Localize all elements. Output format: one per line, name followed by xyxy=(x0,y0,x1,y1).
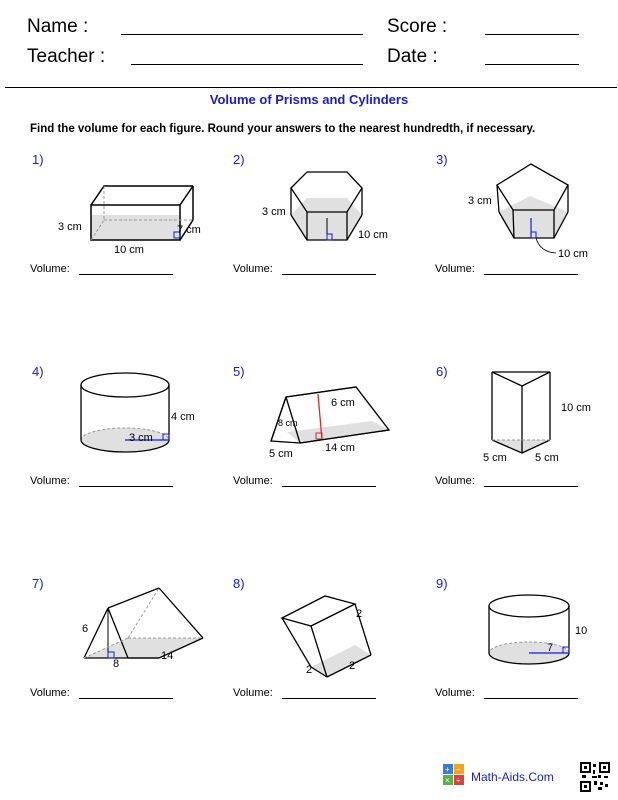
dimension-label: 3 cm xyxy=(262,206,286,218)
problem-number: 8) xyxy=(233,576,245,591)
dimension-label: 2 xyxy=(306,664,313,676)
volume-label: Volume: xyxy=(30,263,70,275)
dimension-label: 10 cm xyxy=(358,229,388,241)
dimension-label: 8 cm xyxy=(278,418,298,428)
dimension-label: 5 cm xyxy=(269,448,293,460)
dimension-label: 10 cm xyxy=(114,244,144,256)
dimension-label: 3 cm xyxy=(468,195,492,207)
dimension-label: 14 xyxy=(161,650,174,662)
dimension-label: 14 cm xyxy=(325,442,355,454)
svg-text:÷: ÷ xyxy=(456,776,461,785)
problem-number: 6) xyxy=(436,364,448,379)
dimension-label: 8 xyxy=(113,658,120,670)
volume-label: Volume: xyxy=(435,687,475,699)
svg-text:×: × xyxy=(445,776,450,785)
dimension-label: 2 xyxy=(356,608,363,620)
dimension-label: 6 cm xyxy=(331,397,355,409)
name-label: Name : xyxy=(27,16,89,37)
math-aids-logo-icon xyxy=(443,764,465,786)
volume-label: Volume: xyxy=(233,687,273,699)
volume-label: Volume: xyxy=(30,475,70,487)
svg-text:−: − xyxy=(456,765,461,774)
dimension-label: 10 cm xyxy=(561,402,591,414)
dimension-label: 7 cm xyxy=(177,224,201,236)
problem-number: 9) xyxy=(436,576,448,591)
date-label: Date : xyxy=(387,46,438,67)
problem-number: 2) xyxy=(233,152,245,167)
dimension-label: 10 xyxy=(575,625,588,637)
instructions: Find the volume for each figure. Round your answers to the nearest hundredth, if necessary. xyxy=(30,123,536,135)
dimension-label: 5 cm xyxy=(535,452,559,464)
dimension-label: 5 cm xyxy=(483,452,507,464)
volume-label: Volume: xyxy=(30,687,70,699)
svg-text:+: + xyxy=(445,765,450,774)
problem-number: 5) xyxy=(233,364,245,379)
volume-label: Volume: xyxy=(233,475,273,487)
dimension-label: 3 cm xyxy=(58,221,82,233)
dimension-label: 4 cm xyxy=(171,411,195,423)
volume-label: Volume: xyxy=(435,475,475,487)
dimension-label: 7 xyxy=(547,642,554,654)
footer-brand: Math-Aids.Com xyxy=(471,770,554,784)
problem-number: 3) xyxy=(436,152,448,167)
problem-number: 7) xyxy=(32,576,44,591)
score-label: Score : xyxy=(387,16,448,37)
worksheet-title: Volume of Prisms and Cylinders xyxy=(209,92,409,107)
dimension-label: 2 xyxy=(349,660,356,672)
problem-number: 4) xyxy=(32,364,44,379)
volume-label: Volume: xyxy=(233,263,273,275)
qr-code-icon xyxy=(580,762,610,792)
volume-label: Volume: xyxy=(435,263,475,275)
problem-number: 1) xyxy=(32,152,44,167)
teacher-label: Teacher : xyxy=(27,46,106,67)
dimension-label: 6 xyxy=(82,623,89,635)
dimension-label: 3 cm xyxy=(129,432,153,444)
dimension-label: 10 cm xyxy=(558,248,588,260)
